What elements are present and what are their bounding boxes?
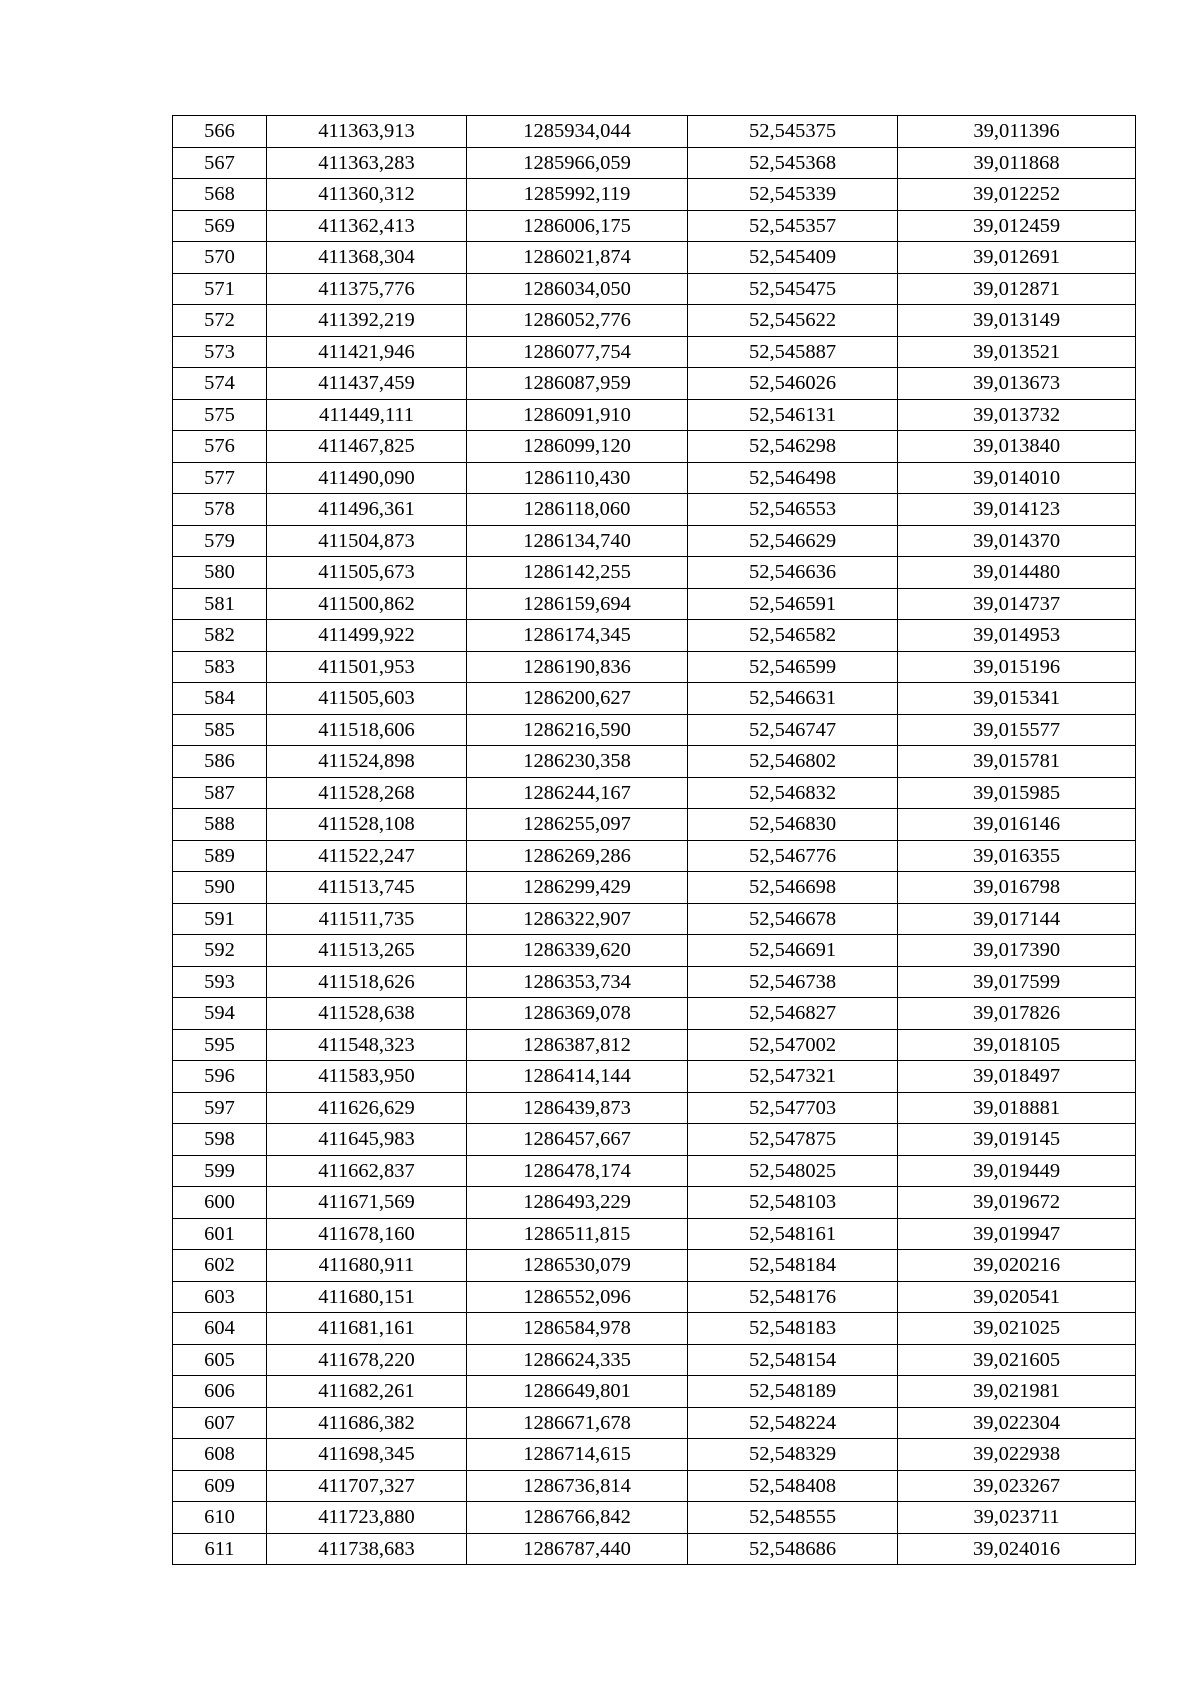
x-coordinate-cell: 411528,638 — [267, 998, 467, 1030]
table-row — [173, 1250, 1136, 1282]
latitude-cell: 52,548176 — [688, 1281, 898, 1313]
longitude-cell: 39,019947 — [898, 1218, 1136, 1250]
y-coordinate-cell: 1286269,286 — [467, 840, 688, 872]
point-number-cell: 591 — [173, 903, 267, 935]
table-row — [173, 651, 1136, 683]
table-row — [173, 431, 1136, 463]
latitude-cell: 52,548183 — [688, 1313, 898, 1345]
x-coordinate-cell: 411678,220 — [267, 1344, 467, 1376]
longitude-cell: 39,017144 — [898, 903, 1136, 935]
x-coordinate-cell: 411449,111 — [267, 399, 467, 431]
longitude-cell: 39,014480 — [898, 557, 1136, 589]
table-row — [173, 1533, 1136, 1565]
table-row — [173, 1470, 1136, 1502]
y-coordinate-cell: 1286736,814 — [467, 1470, 688, 1502]
table-row — [173, 1061, 1136, 1093]
point-number-cell: 597 — [173, 1092, 267, 1124]
table-row — [173, 683, 1136, 715]
y-coordinate-cell: 1286216,590 — [467, 714, 688, 746]
point-number-cell: 572 — [173, 305, 267, 337]
latitude-cell: 52,548224 — [688, 1407, 898, 1439]
latitude-cell: 52,548408 — [688, 1470, 898, 1502]
latitude-cell: 52,548025 — [688, 1155, 898, 1187]
longitude-cell: 39,020216 — [898, 1250, 1136, 1282]
point-number-cell: 582 — [173, 620, 267, 652]
longitude-cell: 39,019145 — [898, 1124, 1136, 1156]
x-coordinate-cell: 411504,873 — [267, 525, 467, 557]
point-number-cell: 578 — [173, 494, 267, 526]
point-number-cell: 571 — [173, 273, 267, 305]
x-coordinate-cell: 411513,265 — [267, 935, 467, 967]
point-number-cell: 596 — [173, 1061, 267, 1093]
table-row — [173, 1313, 1136, 1345]
table-row — [173, 872, 1136, 904]
x-coordinate-cell: 411723,880 — [267, 1502, 467, 1534]
latitude-cell: 52,546131 — [688, 399, 898, 431]
table-row — [173, 1124, 1136, 1156]
x-coordinate-cell: 411738,683 — [267, 1533, 467, 1565]
latitude-cell: 52,548103 — [688, 1187, 898, 1219]
latitude-cell: 52,548161 — [688, 1218, 898, 1250]
latitude-cell: 52,546553 — [688, 494, 898, 526]
point-number-cell: 585 — [173, 714, 267, 746]
x-coordinate-cell: 411368,304 — [267, 242, 467, 274]
latitude-cell: 52,546747 — [688, 714, 898, 746]
table-row — [173, 1376, 1136, 1408]
y-coordinate-cell: 1286339,620 — [467, 935, 688, 967]
latitude-cell: 52,546498 — [688, 462, 898, 494]
latitude-cell: 52,548329 — [688, 1439, 898, 1471]
y-coordinate-cell: 1286052,776 — [467, 305, 688, 337]
x-coordinate-cell: 411680,911 — [267, 1250, 467, 1282]
point-number-cell: 566 — [173, 116, 267, 148]
y-coordinate-cell: 1286200,627 — [467, 683, 688, 715]
coordinates-table — [172, 115, 1136, 1565]
x-coordinate-cell: 411467,825 — [267, 431, 467, 463]
x-coordinate-cell: 411518,606 — [267, 714, 467, 746]
longitude-cell: 39,018105 — [898, 1029, 1136, 1061]
longitude-cell: 39,013149 — [898, 305, 1136, 337]
latitude-cell: 52,546629 — [688, 525, 898, 557]
y-coordinate-cell: 1286414,144 — [467, 1061, 688, 1093]
x-coordinate-cell: 411437,459 — [267, 368, 467, 400]
x-coordinate-cell: 411362,413 — [267, 210, 467, 242]
table-row — [173, 1029, 1136, 1061]
x-coordinate-cell: 411392,219 — [267, 305, 467, 337]
x-coordinate-cell: 411522,247 — [267, 840, 467, 872]
x-coordinate-cell: 411511,735 — [267, 903, 467, 935]
y-coordinate-cell: 1286530,079 — [467, 1250, 688, 1282]
table-row — [173, 179, 1136, 211]
point-number-cell: 601 — [173, 1218, 267, 1250]
y-coordinate-cell: 1286624,335 — [467, 1344, 688, 1376]
latitude-cell: 52,546678 — [688, 903, 898, 935]
x-coordinate-cell: 411499,922 — [267, 620, 467, 652]
longitude-cell: 39,024016 — [898, 1533, 1136, 1565]
y-coordinate-cell: 1286091,910 — [467, 399, 688, 431]
table-row — [173, 147, 1136, 179]
y-coordinate-cell: 1286077,754 — [467, 336, 688, 368]
longitude-cell: 39,022304 — [898, 1407, 1136, 1439]
point-number-cell: 606 — [173, 1376, 267, 1408]
point-number-cell: 611 — [173, 1533, 267, 1565]
table-row — [173, 777, 1136, 809]
y-coordinate-cell: 1286322,907 — [467, 903, 688, 935]
latitude-cell: 52,546832 — [688, 777, 898, 809]
longitude-cell: 39,019672 — [898, 1187, 1136, 1219]
point-number-cell: 570 — [173, 242, 267, 274]
y-coordinate-cell: 1286190,836 — [467, 651, 688, 683]
x-coordinate-cell: 411496,361 — [267, 494, 467, 526]
latitude-cell: 52,546827 — [688, 998, 898, 1030]
point-number-cell: 583 — [173, 651, 267, 683]
longitude-cell: 39,017390 — [898, 935, 1136, 967]
x-coordinate-cell: 411583,950 — [267, 1061, 467, 1093]
point-number-cell: 580 — [173, 557, 267, 589]
latitude-cell: 52,546591 — [688, 588, 898, 620]
longitude-cell: 39,014370 — [898, 525, 1136, 557]
y-coordinate-cell: 1286478,174 — [467, 1155, 688, 1187]
table-row — [173, 903, 1136, 935]
x-coordinate-cell: 411707,327 — [267, 1470, 467, 1502]
table-row — [173, 809, 1136, 841]
point-number-cell: 589 — [173, 840, 267, 872]
longitude-cell: 39,016798 — [898, 872, 1136, 904]
x-coordinate-cell: 411501,953 — [267, 651, 467, 683]
longitude-cell: 39,013732 — [898, 399, 1136, 431]
longitude-cell: 39,016146 — [898, 809, 1136, 841]
y-coordinate-cell: 1286118,060 — [467, 494, 688, 526]
latitude-cell: 52,547703 — [688, 1092, 898, 1124]
longitude-cell: 39,017599 — [898, 966, 1136, 998]
x-coordinate-cell: 411528,268 — [267, 777, 467, 809]
longitude-cell: 39,021981 — [898, 1376, 1136, 1408]
y-coordinate-cell: 1286299,429 — [467, 872, 688, 904]
y-coordinate-cell: 1286584,978 — [467, 1313, 688, 1345]
point-number-cell: 599 — [173, 1155, 267, 1187]
longitude-cell: 39,016355 — [898, 840, 1136, 872]
y-coordinate-cell: 1285966,059 — [467, 147, 688, 179]
longitude-cell: 39,015985 — [898, 777, 1136, 809]
latitude-cell: 52,546599 — [688, 651, 898, 683]
longitude-cell: 39,012459 — [898, 210, 1136, 242]
longitude-cell: 39,012871 — [898, 273, 1136, 305]
latitude-cell: 52,547875 — [688, 1124, 898, 1156]
x-coordinate-cell: 411490,090 — [267, 462, 467, 494]
longitude-cell: 39,015577 — [898, 714, 1136, 746]
table-row — [173, 399, 1136, 431]
x-coordinate-cell: 411671,569 — [267, 1187, 467, 1219]
point-number-cell: 602 — [173, 1250, 267, 1282]
longitude-cell: 39,023711 — [898, 1502, 1136, 1534]
latitude-cell: 52,548189 — [688, 1376, 898, 1408]
y-coordinate-cell: 1286649,801 — [467, 1376, 688, 1408]
latitude-cell: 52,545622 — [688, 305, 898, 337]
point-number-cell: 575 — [173, 399, 267, 431]
x-coordinate-cell: 411500,862 — [267, 588, 467, 620]
latitude-cell: 52,546636 — [688, 557, 898, 589]
latitude-cell: 52,546738 — [688, 966, 898, 998]
y-coordinate-cell: 1285992,119 — [467, 179, 688, 211]
y-coordinate-cell: 1286006,175 — [467, 210, 688, 242]
table-row — [173, 557, 1136, 589]
x-coordinate-cell: 411505,603 — [267, 683, 467, 715]
table-row — [173, 1092, 1136, 1124]
table-row — [173, 966, 1136, 998]
point-number-cell: 586 — [173, 746, 267, 778]
longitude-cell: 39,013840 — [898, 431, 1136, 463]
table-row — [173, 1155, 1136, 1187]
table-row — [173, 1281, 1136, 1313]
point-number-cell: 587 — [173, 777, 267, 809]
point-number-cell: 567 — [173, 147, 267, 179]
coordinates-table-body — [173, 116, 1136, 1565]
latitude-cell: 52,548184 — [688, 1250, 898, 1282]
y-coordinate-cell: 1286552,096 — [467, 1281, 688, 1313]
y-coordinate-cell: 1286230,358 — [467, 746, 688, 778]
latitude-cell: 52,545409 — [688, 242, 898, 274]
x-coordinate-cell: 411548,323 — [267, 1029, 467, 1061]
x-coordinate-cell: 411513,745 — [267, 872, 467, 904]
y-coordinate-cell: 1286787,440 — [467, 1533, 688, 1565]
y-coordinate-cell: 1286142,255 — [467, 557, 688, 589]
table-row — [173, 242, 1136, 274]
latitude-cell: 52,545339 — [688, 179, 898, 211]
latitude-cell: 52,545375 — [688, 116, 898, 148]
y-coordinate-cell: 1286174,345 — [467, 620, 688, 652]
y-coordinate-cell: 1286255,097 — [467, 809, 688, 841]
table-row — [173, 1407, 1136, 1439]
y-coordinate-cell: 1286671,678 — [467, 1407, 688, 1439]
point-number-cell: 605 — [173, 1344, 267, 1376]
longitude-cell: 39,017826 — [898, 998, 1136, 1030]
point-number-cell: 569 — [173, 210, 267, 242]
x-coordinate-cell: 411524,898 — [267, 746, 467, 778]
x-coordinate-cell: 411528,108 — [267, 809, 467, 841]
latitude-cell: 52,545887 — [688, 336, 898, 368]
y-coordinate-cell: 1286099,120 — [467, 431, 688, 463]
point-number-cell: 609 — [173, 1470, 267, 1502]
latitude-cell: 52,545368 — [688, 147, 898, 179]
latitude-cell: 52,546802 — [688, 746, 898, 778]
longitude-cell: 39,023267 — [898, 1470, 1136, 1502]
latitude-cell: 52,545475 — [688, 273, 898, 305]
x-coordinate-cell: 411626,629 — [267, 1092, 467, 1124]
point-number-cell: 588 — [173, 809, 267, 841]
table-row — [173, 588, 1136, 620]
table-row — [173, 305, 1136, 337]
point-number-cell: 579 — [173, 525, 267, 557]
point-number-cell: 577 — [173, 462, 267, 494]
latitude-cell: 52,548686 — [688, 1533, 898, 1565]
longitude-cell: 39,021025 — [898, 1313, 1136, 1345]
table-row — [173, 1187, 1136, 1219]
table-row — [173, 210, 1136, 242]
longitude-cell: 39,011868 — [898, 147, 1136, 179]
y-coordinate-cell: 1285934,044 — [467, 116, 688, 148]
point-number-cell: 592 — [173, 935, 267, 967]
latitude-cell: 52,547002 — [688, 1029, 898, 1061]
x-coordinate-cell: 411645,983 — [267, 1124, 467, 1156]
table-row — [173, 462, 1136, 494]
table-row — [173, 620, 1136, 652]
table-row — [173, 494, 1136, 526]
longitude-cell: 39,015196 — [898, 651, 1136, 683]
x-coordinate-cell: 411518,626 — [267, 966, 467, 998]
point-number-cell: 584 — [173, 683, 267, 715]
point-number-cell: 604 — [173, 1313, 267, 1345]
y-coordinate-cell: 1286457,667 — [467, 1124, 688, 1156]
point-number-cell: 581 — [173, 588, 267, 620]
longitude-cell: 39,018881 — [898, 1092, 1136, 1124]
latitude-cell: 52,548154 — [688, 1344, 898, 1376]
point-number-cell: 590 — [173, 872, 267, 904]
longitude-cell: 39,013673 — [898, 368, 1136, 400]
latitude-cell: 52,546776 — [688, 840, 898, 872]
longitude-cell: 39,022938 — [898, 1439, 1136, 1471]
point-number-cell: 594 — [173, 998, 267, 1030]
longitude-cell: 39,021605 — [898, 1344, 1136, 1376]
table-row — [173, 1439, 1136, 1471]
longitude-cell: 39,013521 — [898, 336, 1136, 368]
longitude-cell: 39,012252 — [898, 179, 1136, 211]
table-row — [173, 714, 1136, 746]
point-number-cell: 603 — [173, 1281, 267, 1313]
x-coordinate-cell: 411662,837 — [267, 1155, 467, 1187]
table-row — [173, 935, 1136, 967]
x-coordinate-cell: 411686,382 — [267, 1407, 467, 1439]
table-row — [173, 1344, 1136, 1376]
y-coordinate-cell: 1286369,078 — [467, 998, 688, 1030]
y-coordinate-cell: 1286087,959 — [467, 368, 688, 400]
latitude-cell: 52,547321 — [688, 1061, 898, 1093]
y-coordinate-cell: 1286034,050 — [467, 273, 688, 305]
point-number-cell: 593 — [173, 966, 267, 998]
x-coordinate-cell: 411375,776 — [267, 273, 467, 305]
x-coordinate-cell: 411360,312 — [267, 179, 467, 211]
longitude-cell: 39,015781 — [898, 746, 1136, 778]
y-coordinate-cell: 1286439,873 — [467, 1092, 688, 1124]
x-coordinate-cell: 411505,673 — [267, 557, 467, 589]
longitude-cell: 39,015341 — [898, 683, 1136, 715]
latitude-cell: 52,546026 — [688, 368, 898, 400]
table-row — [173, 368, 1136, 400]
longitude-cell: 39,011396 — [898, 116, 1136, 148]
longitude-cell: 39,012691 — [898, 242, 1136, 274]
y-coordinate-cell: 1286159,694 — [467, 588, 688, 620]
longitude-cell: 39,018497 — [898, 1061, 1136, 1093]
latitude-cell: 52,546631 — [688, 683, 898, 715]
y-coordinate-cell: 1286134,740 — [467, 525, 688, 557]
point-number-cell: 608 — [173, 1439, 267, 1471]
point-number-cell: 607 — [173, 1407, 267, 1439]
table-row — [173, 998, 1136, 1030]
latitude-cell: 52,546698 — [688, 872, 898, 904]
latitude-cell: 52,548555 — [688, 1502, 898, 1534]
point-number-cell: 610 — [173, 1502, 267, 1534]
table-row — [173, 1502, 1136, 1534]
table-row — [173, 840, 1136, 872]
point-number-cell: 598 — [173, 1124, 267, 1156]
table-row — [173, 525, 1136, 557]
y-coordinate-cell: 1286766,842 — [467, 1502, 688, 1534]
latitude-cell: 52,546582 — [688, 620, 898, 652]
longitude-cell: 39,014737 — [898, 588, 1136, 620]
latitude-cell: 52,546298 — [688, 431, 898, 463]
x-coordinate-cell: 411682,261 — [267, 1376, 467, 1408]
x-coordinate-cell: 411421,946 — [267, 336, 467, 368]
y-coordinate-cell: 1286353,734 — [467, 966, 688, 998]
latitude-cell: 52,546691 — [688, 935, 898, 967]
table-row — [173, 336, 1136, 368]
y-coordinate-cell: 1286714,615 — [467, 1439, 688, 1471]
longitude-cell: 39,019449 — [898, 1155, 1136, 1187]
y-coordinate-cell: 1286021,874 — [467, 242, 688, 274]
x-coordinate-cell: 411678,160 — [267, 1218, 467, 1250]
latitude-cell: 52,546830 — [688, 809, 898, 841]
point-number-cell: 595 — [173, 1029, 267, 1061]
x-coordinate-cell: 411680,151 — [267, 1281, 467, 1313]
point-number-cell: 568 — [173, 179, 267, 211]
y-coordinate-cell: 1286387,812 — [467, 1029, 688, 1061]
point-number-cell: 573 — [173, 336, 267, 368]
longitude-cell: 39,020541 — [898, 1281, 1136, 1313]
table-row — [173, 273, 1136, 305]
table-row — [173, 1218, 1136, 1250]
table-row — [173, 746, 1136, 778]
point-number-cell: 574 — [173, 368, 267, 400]
point-number-cell: 576 — [173, 431, 267, 463]
y-coordinate-cell: 1286493,229 — [467, 1187, 688, 1219]
longitude-cell: 39,014953 — [898, 620, 1136, 652]
y-coordinate-cell: 1286511,815 — [467, 1218, 688, 1250]
longitude-cell: 39,014123 — [898, 494, 1136, 526]
latitude-cell: 52,545357 — [688, 210, 898, 242]
x-coordinate-cell: 411681,161 — [267, 1313, 467, 1345]
x-coordinate-cell: 411363,283 — [267, 147, 467, 179]
x-coordinate-cell: 411698,345 — [267, 1439, 467, 1471]
x-coordinate-cell: 411363,913 — [267, 116, 467, 148]
point-number-cell: 600 — [173, 1187, 267, 1219]
table-row — [173, 116, 1136, 148]
y-coordinate-cell: 1286110,430 — [467, 462, 688, 494]
longitude-cell: 39,014010 — [898, 462, 1136, 494]
y-coordinate-cell: 1286244,167 — [467, 777, 688, 809]
